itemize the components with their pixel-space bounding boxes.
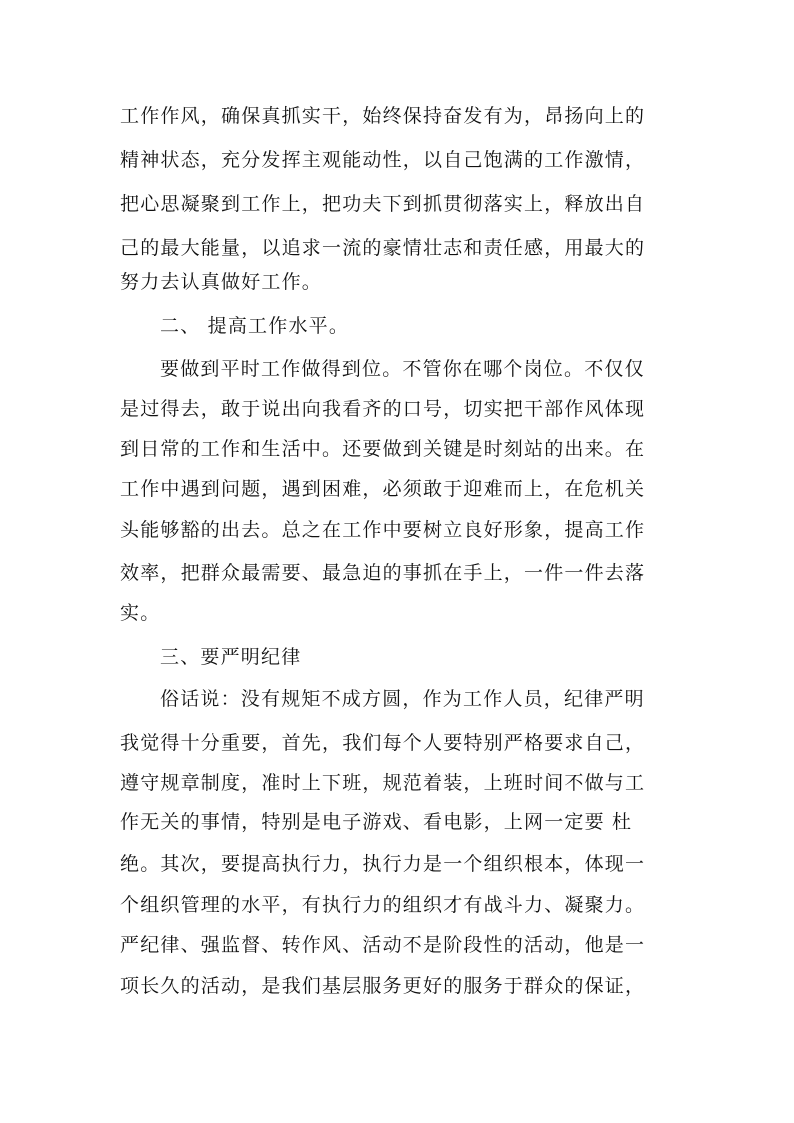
text-line: 是过得去，敢于说出向我看齐的口号，切实把干部作风体现 (120, 398, 646, 420)
text-line: 遵守规章制度，准时上下班，规范着装，上班时间不做与工 (120, 772, 646, 794)
text-line: 把心思凝聚到工作上，把功夫下到抓贯彻落实上，释放出自 (120, 193, 646, 215)
text-line: 作无关的事情，特别是电子游戏、看电影，上网一定要 杜 (120, 811, 633, 833)
text-line: 精神状态，充分发挥主观能动性，以自己饱满的工作激情， (120, 149, 646, 171)
text-line: 俗话说：没有规矩不成方圆，作为工作人员，纪律严明 (160, 688, 645, 710)
text-line: 到日常的工作和生活中。还要做到关键是时刻站的出来。在 (120, 438, 646, 460)
text-line: 工作中遇到问题，遇到困难，必须敢于迎难而上，在危机关 (120, 478, 646, 500)
text-line: 要做到平时工作做得到位。不管你在哪个岗位。不仅仅 (160, 358, 645, 380)
section-heading: 三、要严明纪律 (160, 646, 302, 668)
text-line: 努力去认真做好工作。 (120, 271, 323, 293)
text-line: 工作作风，确保真抓实干，始终保持奋发有为，昂扬向上的 (120, 105, 646, 127)
text-line: 实。 (120, 602, 161, 624)
text-line: 绝。其次，要提高执行力，执行力是一个组织根本，体现一 (120, 853, 646, 875)
text-line: 效率，把群众最需要、最急迫的事抓在手上，一件一件去落 (120, 562, 646, 584)
text-line: 头能够豁的出去。总之在工作中要树立良好形象，提高工作 (120, 519, 646, 541)
text-line: 严纪律、强监督、转作风、活动不是阶段性的活动，他是一 (120, 934, 646, 956)
text-line: 己的最大能量，以追求一流的豪情壮志和责任感，用最大的 (120, 237, 646, 259)
section-heading: 二、 提高工作水平。 (160, 315, 350, 337)
text-line: 项长久的活动，是我们基层服务更好的服务于群众的保证， (120, 975, 646, 997)
text-line: 个组织管理的水平，有执行力的组织才有战斗力、凝聚力。 (120, 894, 646, 916)
text-line: 我觉得十分重要，首先，我们每个人要特别严格要求自己， (120, 732, 646, 754)
